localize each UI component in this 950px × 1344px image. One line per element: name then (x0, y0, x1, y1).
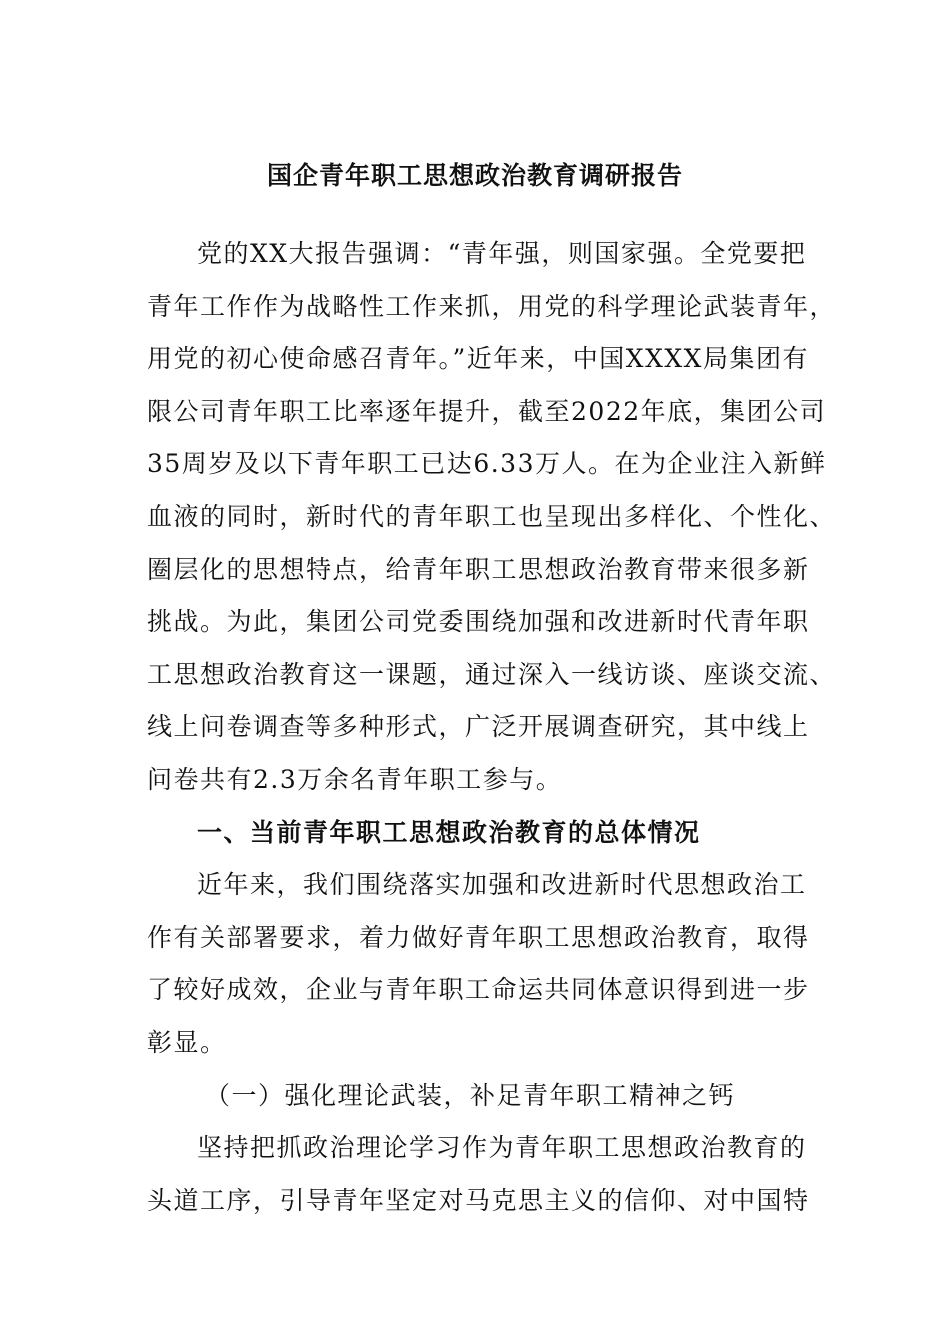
paragraph-line: 作有关部署要求，着力做好青年职工思想政治教育，取得 (147, 922, 810, 952)
paragraph-line: 挑战。为此，集团公司党委围绕加强和改进新时代青年职 (147, 607, 810, 637)
paragraph-line: 彰显。 (147, 1027, 227, 1057)
paragraph-line: 用党的初心使命感召青年。”近年来，中国XXXX局集团有 (147, 344, 809, 374)
subsection-heading: （一）强化理论武装，补足青年职工精神之钙 (205, 1080, 736, 1110)
paragraph-line: 血液的同时，新时代的青年职工也呈现出多样化、个性化、 (147, 501, 837, 531)
document-title: 国企青年职工思想政治教育调研报告 (266, 161, 683, 190)
paragraph-line: 35周岁及以下青年职工已达6.33万人。在为企业注入新鲜 (147, 449, 827, 479)
paragraph-line: 青年工作作为战略性工作来抓，用党的科学理论武装青年， (147, 291, 837, 321)
paragraph-line: 线上问卷调查等多种形式，广泛开展调查研究，其中线上 (147, 712, 810, 742)
paragraph-line: 限公司青年职工比率逐年提升，截至2022年底，集团公司 (147, 396, 827, 426)
section-heading: 一、当前青年职工思想政治教育的总体情况 (197, 817, 701, 847)
paragraph-line: 头道工序，引导青年坚定对马克思主义的信仰、对中国特 (147, 1185, 810, 1215)
document-body (147, 228, 837, 1227)
paragraph-line: 工思想政治教育这一课题，通过深入一线访谈、座谈交流、 (147, 659, 837, 689)
paragraph-line: 圈层化的思想特点，给青年职工思想政治教育带来很多新 (147, 554, 810, 584)
paragraph-line: 党的XX大报告强调：“青年强，则国家强。全党要把 (197, 239, 807, 268)
paragraph-line: 问卷共有2.3万余名青年职工参与。 (147, 764, 563, 794)
paragraph-line: 近年来，我们围绕落实加强和改进新时代思想政治工 (197, 870, 807, 900)
paragraph-line: 了较好成效，企业与青年职工命运共同体意识得到进一步 (147, 975, 810, 1005)
paragraph-line: 坚持把抓政治理论学习作为青年职工思想政治教育的 (197, 1133, 807, 1163)
